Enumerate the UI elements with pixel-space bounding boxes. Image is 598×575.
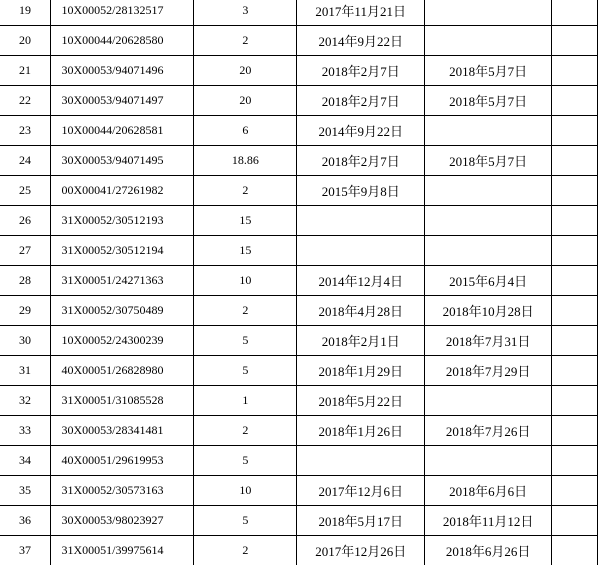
- code-cell: 31X00051/31085528: [51, 386, 194, 416]
- blank-cell: [552, 266, 598, 296]
- end-date-cell: [425, 206, 552, 236]
- code-cell: 31X00052/30750489: [51, 296, 194, 326]
- end-date-cell: [425, 26, 552, 56]
- start-date-cell: [297, 446, 425, 476]
- end-date-cell: 2018年10月28日: [425, 296, 552, 326]
- code-cell: 10X00044/20628581: [51, 116, 194, 146]
- code-cell: 31X00052/30512194: [51, 236, 194, 266]
- amount-cell: 5: [194, 356, 297, 386]
- row-number-cell: 27: [0, 236, 51, 266]
- start-date-cell: 2017年12月6日: [297, 476, 425, 506]
- amount-cell: 15: [194, 206, 297, 236]
- table-row: [0, 536, 598, 566]
- blank-cell: [552, 296, 598, 326]
- amount-cell: 20: [194, 56, 297, 86]
- blank-cell: [552, 536, 598, 566]
- amount-cell: 15: [194, 236, 297, 266]
- table-row: [0, 326, 598, 356]
- end-date-cell: [425, 176, 552, 206]
- end-date-cell: 2018年5月7日: [425, 86, 552, 116]
- end-date-cell: [425, 116, 552, 146]
- table-row: [0, 146, 598, 176]
- start-date-cell: [297, 236, 425, 266]
- blank-cell: [552, 56, 598, 86]
- amount-cell: 2: [194, 26, 297, 56]
- blank-cell: [552, 0, 598, 26]
- blank-cell: [552, 26, 598, 56]
- table-row: [0, 296, 598, 326]
- amount-cell: 5: [194, 446, 297, 476]
- row-number-cell: 33: [0, 416, 51, 446]
- amount-cell: 2: [194, 416, 297, 446]
- amount-cell: 2: [194, 536, 297, 566]
- code-cell: 31X00051/24271363: [51, 266, 194, 296]
- row-number-cell: 21: [0, 56, 51, 86]
- end-date-cell: 2015年6月4日: [425, 266, 552, 296]
- end-date-cell: [425, 236, 552, 266]
- row-number-cell: 30: [0, 326, 51, 356]
- amount-cell: 10: [194, 476, 297, 506]
- amount-cell: 1: [194, 386, 297, 416]
- blank-cell: [552, 116, 598, 146]
- row-number-cell: 32: [0, 386, 51, 416]
- row-number-cell: 26: [0, 206, 51, 236]
- row-number-cell: 29: [0, 296, 51, 326]
- row-number-cell: 34: [0, 446, 51, 476]
- start-date-cell: 2018年2月1日: [297, 326, 425, 356]
- start-date-cell: 2018年5月17日: [297, 506, 425, 536]
- amount-cell: 2: [194, 176, 297, 206]
- end-date-cell: [425, 0, 552, 26]
- amount-cell: 20: [194, 86, 297, 116]
- end-date-cell: 2018年7月29日: [425, 356, 552, 386]
- row-number-cell: 31: [0, 356, 51, 386]
- code-cell: 31X00052/30573163: [51, 476, 194, 506]
- code-cell: 10X00052/28132517: [51, 0, 194, 26]
- start-date-cell: 2017年11月21日: [297, 0, 425, 26]
- end-date-cell: 2018年6月6日: [425, 476, 552, 506]
- table-row: [0, 416, 598, 446]
- code-cell: 30X00053/94071497: [51, 86, 194, 116]
- code-cell: 40X00051/26828980: [51, 356, 194, 386]
- table-row: [0, 476, 598, 506]
- table-row: [0, 356, 598, 386]
- code-cell: 30X00053/28341481: [51, 416, 194, 446]
- start-date-cell: 2018年2月7日: [297, 56, 425, 86]
- code-cell: 31X00052/30512193: [51, 206, 194, 236]
- blank-cell: [552, 476, 598, 506]
- amount-cell: 10: [194, 266, 297, 296]
- end-date-cell: 2018年6月26日: [425, 536, 552, 566]
- row-number-cell: 23: [0, 116, 51, 146]
- blank-cell: [552, 386, 598, 416]
- row-number-cell: 25: [0, 176, 51, 206]
- table-row: [0, 446, 598, 476]
- blank-cell: [552, 206, 598, 236]
- table-row: [0, 176, 598, 206]
- table-row: [0, 116, 598, 146]
- blank-cell: [552, 356, 598, 386]
- code-cell: 10X00052/24300239: [51, 326, 194, 356]
- end-date-cell: 2018年5月7日: [425, 56, 552, 86]
- code-cell: 31X00051/39975614: [51, 536, 194, 566]
- start-date-cell: 2018年5月22日: [297, 386, 425, 416]
- row-number-cell: 28: [0, 266, 51, 296]
- start-date-cell: 2015年9月8日: [297, 176, 425, 206]
- start-date-cell: 2018年1月29日: [297, 356, 425, 386]
- code-cell: 30X00053/94071495: [51, 146, 194, 176]
- blank-cell: [552, 86, 598, 116]
- table-row: [0, 506, 598, 536]
- start-date-cell: 2018年1月26日: [297, 416, 425, 446]
- table-row: [0, 236, 598, 266]
- amount-cell: 3: [194, 0, 297, 26]
- row-number-cell: 22: [0, 86, 51, 116]
- code-cell: 30X00053/98023927: [51, 506, 194, 536]
- row-number-cell: 36: [0, 506, 51, 536]
- amount-cell: 6: [194, 116, 297, 146]
- start-date-cell: 2018年2月7日: [297, 86, 425, 116]
- blank-cell: [552, 326, 598, 356]
- table-row: [0, 206, 598, 236]
- code-cell: 40X00051/29619953: [51, 446, 194, 476]
- amount-cell: 18.86: [194, 146, 297, 176]
- row-number-cell: 24: [0, 146, 51, 176]
- end-date-cell: [425, 386, 552, 416]
- row-number-cell: 35: [0, 476, 51, 506]
- end-date-cell: 2018年7月31日: [425, 326, 552, 356]
- amount-cell: 5: [194, 506, 297, 536]
- end-date-cell: [425, 446, 552, 476]
- start-date-cell: 2018年2月7日: [297, 146, 425, 176]
- blank-cell: [552, 146, 598, 176]
- blank-cell: [552, 506, 598, 536]
- amount-cell: 2: [194, 296, 297, 326]
- table-row: [0, 0, 598, 26]
- blank-cell: [552, 236, 598, 266]
- start-date-cell: 2014年9月22日: [297, 116, 425, 146]
- start-date-cell: 2017年12月26日: [297, 536, 425, 566]
- blank-cell: [552, 416, 598, 446]
- blank-cell: [552, 176, 598, 206]
- table-row: [0, 386, 598, 416]
- code-cell: 00X00041/27261982: [51, 176, 194, 206]
- row-number-cell: 20: [0, 26, 51, 56]
- end-date-cell: 2018年7月26日: [425, 416, 552, 446]
- blank-cell: [552, 446, 598, 476]
- end-date-cell: 2018年5月7日: [425, 146, 552, 176]
- table-row: [0, 86, 598, 116]
- code-cell: 30X00053/94071496: [51, 56, 194, 86]
- start-date-cell: 2014年9月22日: [297, 26, 425, 56]
- end-date-cell: 2018年11月12日: [425, 506, 552, 536]
- table-row: [0, 56, 598, 86]
- row-number-cell: 37: [0, 536, 51, 566]
- code-cell: 10X00044/20628580: [51, 26, 194, 56]
- amount-cell: 5: [194, 326, 297, 356]
- start-date-cell: [297, 206, 425, 236]
- start-date-cell: 2018年4月28日: [297, 296, 425, 326]
- row-number-cell: 19: [0, 0, 51, 26]
- table-row: [0, 26, 598, 56]
- table-row: [0, 266, 598, 296]
- start-date-cell: 2014年12月4日: [297, 266, 425, 296]
